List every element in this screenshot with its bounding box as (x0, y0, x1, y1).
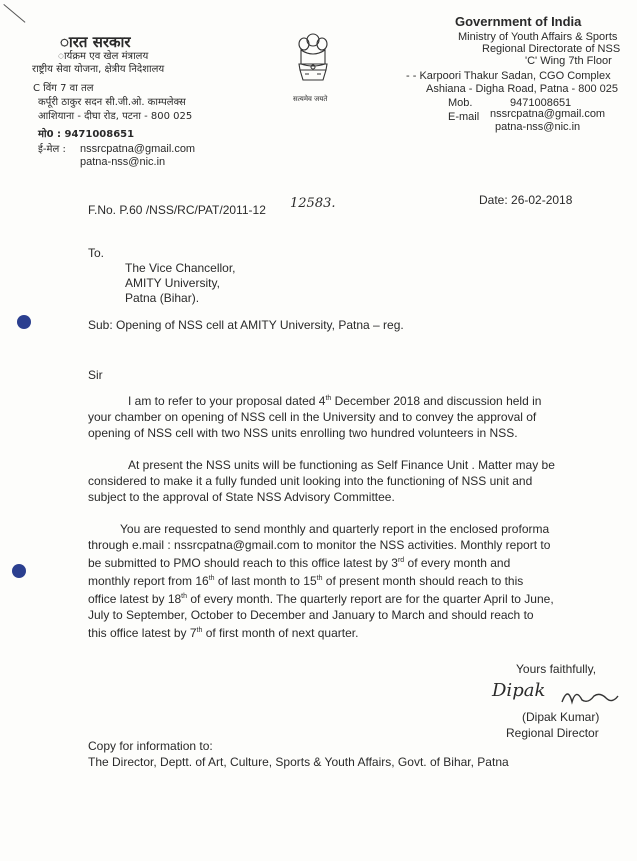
to-label: To. (88, 246, 105, 260)
subject-line: Sub: Opening of NSS cell at AMITY University, Patna – reg. (88, 318, 404, 332)
english-header-line: - - Karpoori Thakur Sadan, CGO Complex (406, 70, 611, 82)
english-header-line: Ashiana - Digha Road, Patna - 800 025 (426, 83, 619, 95)
hindi-email-1: nssrcpatna@gmail.com (80, 143, 196, 155)
paragraph-3: You are requested to send monthly and quarterly report in the enclosed proforma through e.mail : nssrcpatna@gmail.com to monitor the NSS activities. Monthly report to be submitted to PMO should reach to this office latest by 3rd of every month and monthly report from 16th of last month to 15th of present month should reach to this office latest by 18th of every month. The quarterly report are for the quarter April to June, July to September, October to December and January to March and should reach to this office latest by 7th of first month of next quarter. (88, 522, 554, 640)
english-header-line: 'C' Wing 7th Floor (525, 55, 612, 67)
hindi-header-title: ारत सरकार (60, 33, 131, 51)
hindi-header-line: C विंग 7 वा तल (33, 83, 94, 94)
hindi-header-line: आशियाना - दीघा रोड, पटना - 800 025 (38, 111, 193, 122)
paragraph-2: At present the NSS units will be functioning as Self Finance Unit . Matter may be considered to make it a fully funded unit looking into the functioning of NSS unit and subject to the approval of State NSS Advisory Committee. (88, 458, 555, 504)
english-email-1: nssrcpatna@gmail.com (490, 108, 606, 120)
hindi-header-line: ार्यक्रम एव खेल मंत्रालय (58, 51, 149, 62)
english-mobile-label: Mob. (448, 97, 473, 109)
punch-hole (12, 564, 26, 578)
file-number-handwritten: 12583. (290, 196, 336, 211)
paragraph-1: I am to refer to your proposal dated 4th December 2018 and discussion held in your chamber on opening of NSS cell in the University and to convey the approval of opening of NSS cell with two NSS units enrolling two hundred volunteers in NSS. (88, 394, 542, 440)
hindi-header-line: राष्ट्रीय सेवा योजना, क्षेत्रीय निदेशालय (32, 64, 165, 75)
salutation: Sir (88, 368, 103, 382)
corner-mark (3, 4, 25, 23)
english-email-label: E-mail (448, 111, 480, 123)
letter-date: Date: 26-02-2018 (479, 193, 573, 207)
signature: Dipak (492, 680, 546, 701)
addressee-line: Patna (Bihar). (125, 291, 200, 305)
punch-hole (17, 315, 31, 329)
hindi-email-label: ई-मेल : (38, 144, 66, 155)
addressee-line: The Vice Chancellor, (125, 261, 236, 275)
signatory-name: (Dipak Kumar) (522, 710, 600, 724)
file-number: F.No. P.60 /NSS/RC/PAT/2011-12 (88, 203, 266, 217)
addressee-line: AMITY University, (125, 276, 220, 290)
english-email-2: patna-nss@nic.in (495, 121, 581, 133)
english-header-line: Regional Directorate of NSS (482, 43, 621, 55)
signature-scribble-icon (560, 684, 622, 710)
copy-recipient: The Director, Deptt. of Art, Culture, Sports & Youth Affairs, Govt. of Bihar, Patna (88, 755, 509, 769)
emblem-motto: सत्यमेव जयते (293, 95, 328, 103)
national-emblem-icon (293, 30, 333, 105)
hindi-mobile: मो0 : 9471008651 (38, 129, 135, 140)
closing-yours-faithfully: Yours faithfully, (516, 662, 597, 676)
english-header-line: Ministry of Youth Affairs & Sports (458, 31, 618, 43)
hindi-email-2: patna-nss@nic.in (80, 156, 166, 168)
english-header-title: Government of India (455, 14, 582, 29)
copy-label: Copy for information to: (88, 739, 213, 753)
hindi-header-line: कर्पूरी ठाकुर सदन सी.जी.ओ. काम्पलेक्स (38, 97, 186, 108)
signatory-designation: Regional Director (506, 726, 599, 740)
english-mobile: 9471008651 (510, 97, 572, 109)
